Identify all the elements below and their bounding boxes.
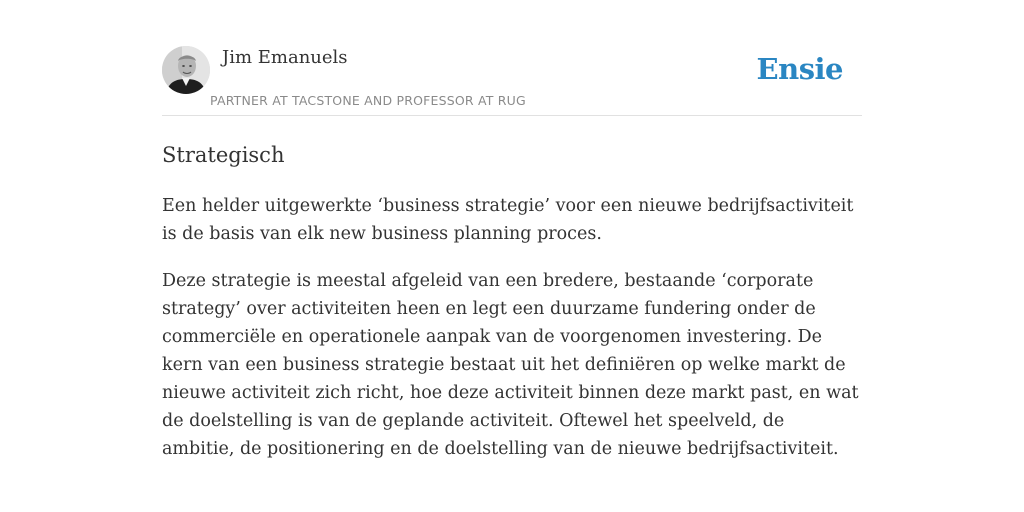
brand-logo[interactable]: Ensie bbox=[756, 52, 843, 86]
author-role: PARTNER AT TACSTONE AND PROFESSOR AT RUG bbox=[210, 93, 526, 108]
author-name[interactable]: Jim Emanuels bbox=[222, 47, 348, 68]
article-paragraph: Deze strategie is meestal afgeleid van een bredere, bestaande ‘corporate strategy’ over activiteiten heen en legt een duurzame fundering onder de commerciële en operationele aanpak van de voorgenomen investering. De kern van een business strategie bestaat uit het definiëren op welke markt de nieuwe activiteit zich richt, hoe deze activiteit binnen deze markt past, en wat de doelstelling is van de geplande activiteit. Oftewel het speelveld, de ambitie, de positionering en de doelstelling van de nieuwe bedrijfsactiviteit. bbox=[162, 271, 859, 459]
article-paragraph: Een helder uitgewerkte ‘business strategie’ voor een nieuwe bedrijfsactiviteit is de basis van elk new business planning proces. bbox=[162, 196, 854, 244]
author-portrait-icon bbox=[162, 46, 210, 94]
card-header bbox=[162, 44, 862, 116]
definition-card bbox=[162, 44, 862, 463]
author-avatar[interactable] bbox=[162, 46, 210, 94]
article-title: Strategisch bbox=[162, 143, 285, 167]
